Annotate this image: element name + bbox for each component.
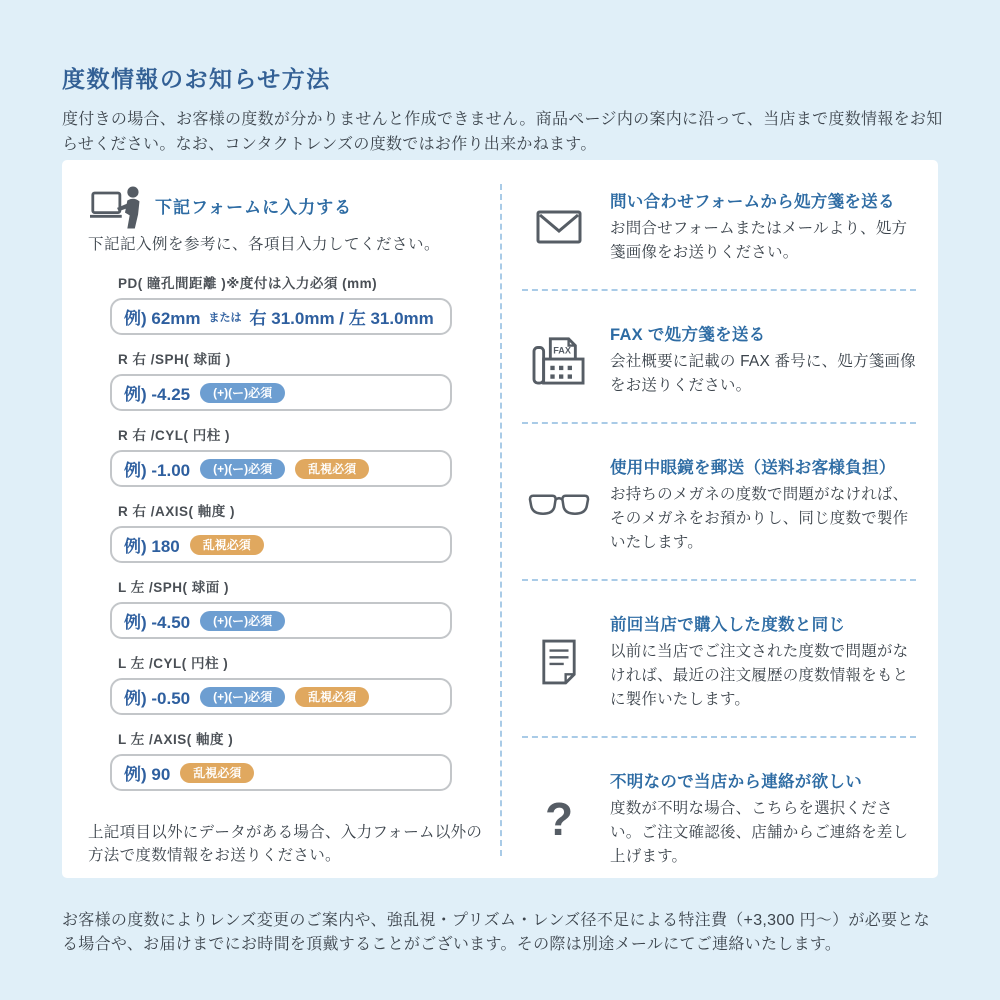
- example-value: 例) 180: [124, 537, 180, 556]
- example-value: 例) -4.50: [124, 613, 191, 632]
- example-box-r-axis: [110, 526, 452, 563]
- method-contact-form: [522, 188, 916, 265]
- astigmatism-required-badge: 乱視必須: [295, 459, 369, 479]
- form-instruction: 下記記入例を参考に、各項目入力してください。: [88, 236, 441, 253]
- method-heading: 使用中眼鏡を郵送（送料お客様負担）: [610, 459, 896, 478]
- field-label-r-cyl: R 右 /CYL( 円柱 ): [118, 428, 230, 443]
- example-value: 右 31.0mm / 左 31.0mm: [249, 309, 434, 328]
- method-divider: [522, 422, 916, 424]
- glasses-icon: [528, 492, 590, 518]
- example-box-l-sph: [110, 602, 452, 639]
- question-mark-icon: ?: [544, 792, 574, 845]
- method-divider: [522, 736, 916, 738]
- method-divider: [522, 579, 916, 581]
- method-heading: 問い合わせフォームから処方箋を送る: [610, 193, 895, 211]
- method-heading: 前回当店で購入した度数と同じ: [610, 616, 846, 635]
- column-divider: [500, 184, 502, 856]
- method-unknown-contact-me: [522, 768, 916, 869]
- field-label-l-axis: L 左 /AXIS( 軸度 ): [118, 732, 234, 747]
- example-box-l-cyl: [110, 678, 452, 715]
- field-label-r-sph: R 右 /SPH( 球面 ): [118, 352, 231, 367]
- field-label-pd: PD( 瞳孔間距離 )※度付は入力必須 (mm): [118, 276, 378, 291]
- example-box-r-sph: [110, 374, 452, 411]
- example-or-text: または: [208, 311, 242, 324]
- field-label-r-axis: R 右 /AXIS( 軸度 ): [118, 504, 236, 519]
- example-value: 例) 62mm: [124, 309, 201, 328]
- footer-note: お客様の度数によりレンズ変更のご案内や、強乱視・プリズム・レンズ径不足による特注費（+3,300 円～）が必要となる場合や、お届けまでにお時間を頂戴することがございます。その際は別途メールにてご連絡いたします。: [62, 912, 930, 953]
- document-icon: [528, 639, 590, 685]
- form-section-heading: 下記フォームに入力する: [155, 198, 353, 217]
- method-body: お問合せフォームまたはメールより、処方箋画像をお送りください。: [610, 220, 908, 262]
- example-value: 例) -4.25: [124, 385, 191, 404]
- method-heading: FAX で処方箋を送る: [610, 326, 766, 345]
- astigmatism-required-badge: 乱視必須: [190, 535, 264, 555]
- envelope-icon: [528, 210, 590, 244]
- form-note: 上記項目以外にデータがある場合、入力フォーム以外の方法で度数情報をお送りください。: [88, 823, 483, 864]
- plusminus-required-badge: (+)(ー)必須: [200, 383, 285, 403]
- method-body: 以前に当店でご注文された度数で問題がなければ、最近の注文履歴の度数情報をもとに製作いたします。: [610, 643, 909, 709]
- plusminus-required-badge: (+)(ー)必須: [200, 611, 285, 631]
- method-fax: [522, 321, 916, 398]
- example-value: 例) 90: [124, 765, 171, 784]
- method-heading: 不明なので当店から連絡が欲しい: [610, 773, 862, 792]
- astigmatism-required-badge: 乱視必須: [180, 763, 254, 783]
- person-at-computer-icon: [90, 184, 146, 230]
- example-value: 例) -1.00: [124, 461, 191, 480]
- other-methods-list: [522, 188, 916, 869]
- example-box-pd: [110, 298, 452, 335]
- method-body: 度数が不明な場合、こちらを選択ください。ご注文確認後、店舗からご連絡を差し上げます。: [610, 800, 909, 866]
- plusminus-required-badge: (+)(ー)必須: [200, 459, 285, 479]
- method-body: お持ちのメガネの度数で問題がなければ、そのメガネをお預かりし、同じ度数で製作いたします。: [610, 486, 909, 552]
- field-label-l-sph: L 左 /SPH( 球面 ): [118, 580, 230, 595]
- plusminus-required-badge: (+)(ー)必須: [200, 687, 285, 707]
- example-value: 例) -0.50: [124, 689, 191, 708]
- example-box-r-cyl: [110, 450, 452, 487]
- form-example-rows: [110, 272, 452, 804]
- field-label-l-cyl: L 左 /CYL( 円柱 ): [118, 656, 229, 671]
- astigmatism-required-badge: 乱視必須: [295, 687, 369, 707]
- fax-icon: [528, 335, 590, 385]
- intro-paragraph: 度付きの場合、お客様の度数が分かりませんと作成できません。商品ページ内の案内に沿って、当店まで度数情報をお知らせください。なお、コンタクトレンズの度数ではお作り出来かねます。: [62, 111, 943, 153]
- instruction-card: [62, 160, 938, 878]
- method-divider: [522, 289, 916, 291]
- method-mail-glasses: [522, 454, 916, 555]
- method-body: 会社概要に記載の FAX 番号に、処方箋画像をお送りください。: [610, 353, 916, 395]
- svg-text:FAX: FAX: [553, 344, 571, 355]
- example-box-l-axis: [110, 754, 452, 791]
- page-title: 度数情報のお知らせ方法: [62, 66, 331, 93]
- method-previous-order: [522, 611, 916, 712]
